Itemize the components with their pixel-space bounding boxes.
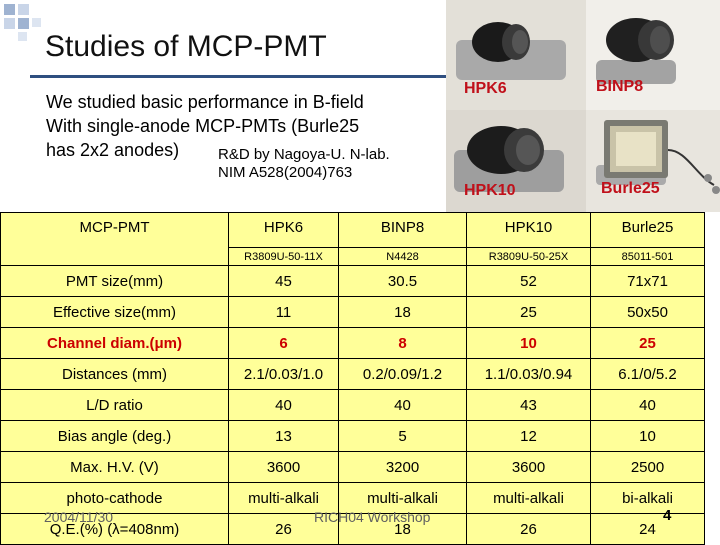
table-row [1, 452, 705, 483]
slide-title: Studies of MCP-PMT [45, 30, 327, 63]
table-cell: 40 [229, 390, 339, 421]
table-cell: 10 [467, 328, 591, 359]
table-cell: 26 [229, 514, 339, 545]
row-label: PMT size(mm) [1, 266, 229, 297]
reference-note [218, 146, 390, 182]
footer-event: RICH04 Workshop [314, 509, 431, 525]
photo-label-hpk10: HPK10 [464, 182, 516, 199]
table-cell: 18 [339, 297, 467, 328]
table-cell: 11 [229, 297, 339, 328]
table-cell: 45 [229, 266, 339, 297]
table-cell: 10 [591, 421, 705, 452]
table-cell: 6.1/0/5.2 [591, 359, 705, 390]
reference-line: R&D by Nagoya-U. N-lab. [218, 146, 390, 163]
decorative-squares [0, 0, 50, 50]
table-cell: 1.1/0.03/0.94 [467, 359, 591, 390]
table-cell: 0.2/0.09/1.2 [339, 359, 467, 390]
row-label: Bias angle (deg.) [1, 421, 229, 452]
table-cell: 40 [591, 390, 705, 421]
table-cell: 18 [339, 514, 467, 545]
table-cell: bi-alkali [591, 483, 705, 514]
table-cell: 24 [591, 514, 705, 545]
table-cell: multi-alkali [339, 483, 467, 514]
column-header-name: Burle25 [591, 213, 705, 248]
table-cell: 8 [339, 328, 467, 359]
table-cell: 12 [467, 421, 591, 452]
footer-date: 2004/11/30 [44, 509, 114, 525]
row-label: Effective size(mm) [1, 297, 229, 328]
table-cell: 25 [467, 297, 591, 328]
table-cell: multi-alkali [467, 483, 591, 514]
table-cell: multi-alkali [229, 483, 339, 514]
column-header-name: HPK10 [467, 213, 591, 248]
table-row [1, 297, 705, 328]
table-row [1, 390, 705, 421]
table-cell: 30.5 [339, 266, 467, 297]
header-row [1, 213, 705, 248]
photo-label-burle25: Burle25 [601, 180, 660, 197]
table-cell: 43 [467, 390, 591, 421]
row-label: photo-cathode [1, 483, 229, 514]
row-label: Max. H.V. (V) [1, 452, 229, 483]
row-label: Distances (mm) [1, 359, 229, 390]
table-cell: 3200 [339, 452, 467, 483]
column-header-model: R3809U-50-25X [467, 248, 591, 266]
column-header-model: 85011-501 [591, 248, 705, 266]
reference-line: NIM A528(2004)763 [218, 164, 353, 181]
photo-label-hpk6: HPK6 [464, 80, 507, 97]
pmt-spec-table [0, 212, 705, 545]
table-cell: 6 [229, 328, 339, 359]
table-row [1, 266, 705, 297]
column-header-model: R3809U-50-11X [229, 248, 339, 266]
pmt-photo [446, 0, 720, 212]
title-underline [30, 75, 470, 78]
table-cell: 52 [467, 266, 591, 297]
row-label: Q.E.(%) (λ=408nm) [1, 514, 229, 545]
table-cell: 2500 [591, 452, 705, 483]
row-label: L/D ratio [1, 390, 229, 421]
slide-number: 4 [663, 507, 672, 524]
table-row [1, 421, 705, 452]
table-cell: 50x50 [591, 297, 705, 328]
table-cell: 3600 [229, 452, 339, 483]
table-cell: 13 [229, 421, 339, 452]
table-row [1, 328, 705, 359]
row-label: Channel diam.(μm) [1, 328, 229, 359]
intro-line: We studied basic performance in B-field [46, 92, 364, 112]
table-cell: 71x71 [591, 266, 705, 297]
corner-header: MCP-PMT [1, 213, 229, 266]
table-cell: 3600 [467, 452, 591, 483]
intro-line: has 2x2 anodes) [46, 140, 180, 160]
column-header-model: N4428 [339, 248, 467, 266]
intro-line: With single-anode MCP-PMTs (Burle25 [46, 116, 360, 136]
column-header-name: BINP8 [339, 213, 467, 248]
table-cell: 26 [467, 514, 591, 545]
table-cell: 2.1/0.03/1.0 [229, 359, 339, 390]
column-header-name: HPK6 [229, 213, 339, 248]
pmt-photo-drawing [446, 0, 720, 212]
table-cell: 40 [339, 390, 467, 421]
table-cell: 5 [339, 421, 467, 452]
photo-label-binp8: BINP8 [596, 78, 644, 95]
table-cell: 25 [591, 328, 705, 359]
table-row [1, 359, 705, 390]
